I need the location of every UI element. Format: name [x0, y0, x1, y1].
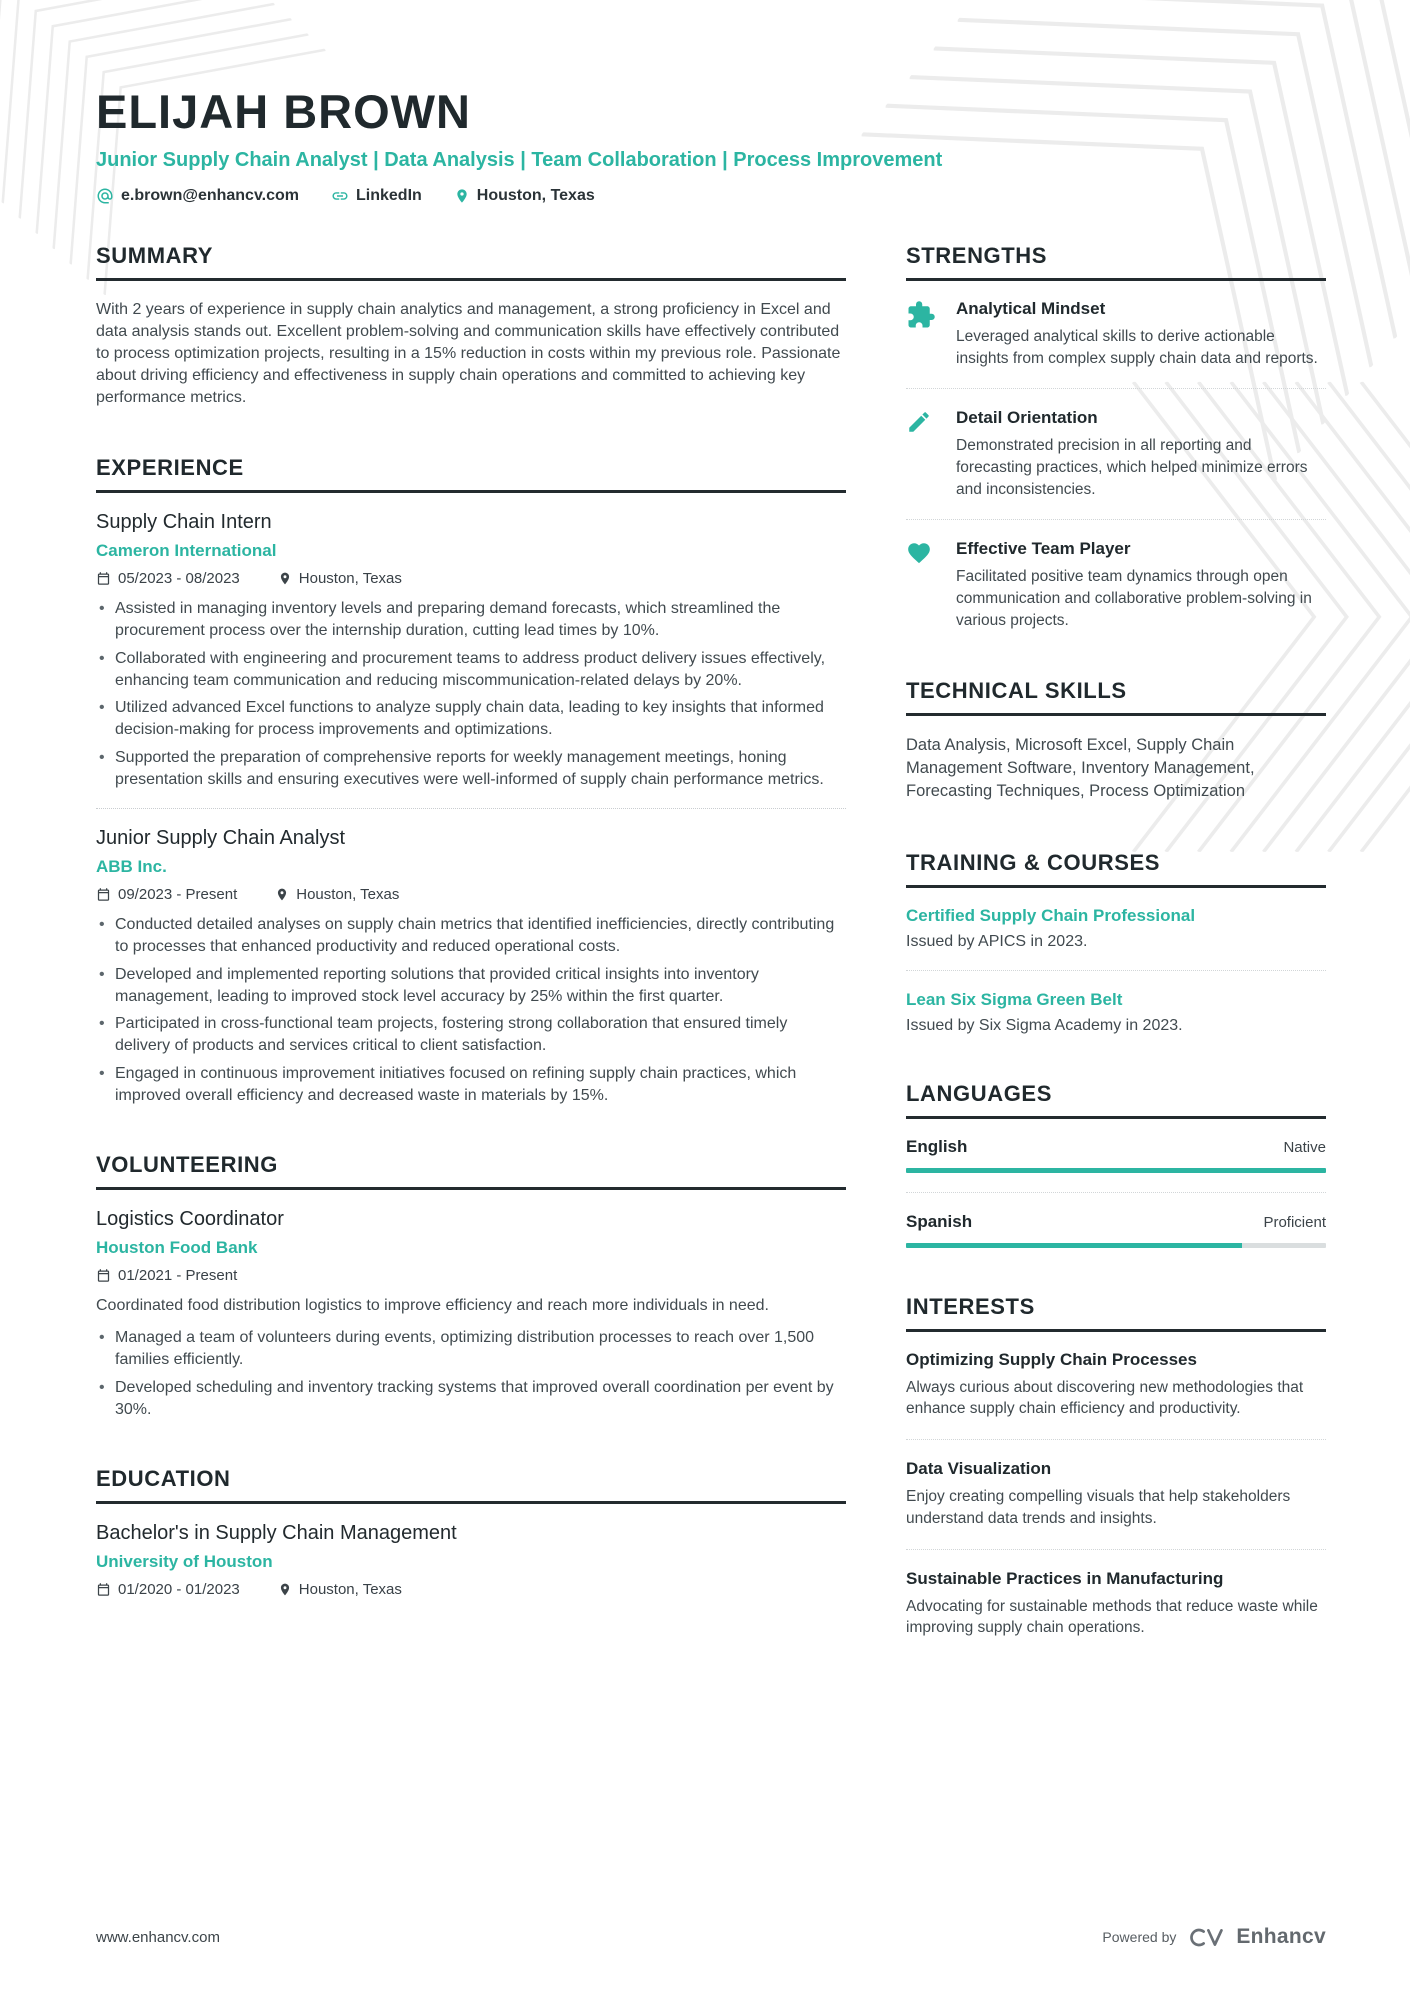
volunteer-bullets [96, 1327, 846, 1420]
location-pin-icon [278, 571, 292, 586]
footer [96, 1925, 1326, 1949]
education-section [96, 1466, 846, 1598]
link-icon [331, 187, 349, 205]
course-item [906, 906, 1326, 951]
candidate-name: ELIJAH BROWN [96, 85, 471, 138]
left-column [96, 243, 846, 1685]
job-role: Supply Chain Intern [96, 511, 272, 534]
strength-item [906, 539, 1326, 631]
strength-item [906, 299, 1326, 369]
interest-title: Optimizing Supply Chain Processes [906, 1349, 1197, 1369]
course-title: Certified Supply Chain Professional [906, 905, 1196, 925]
job-meta [96, 570, 846, 587]
experience-section [96, 455, 846, 1106]
languages-heading: LANGUAGES [906, 1081, 1326, 1119]
strengths-section [906, 243, 1326, 632]
contact-row [96, 187, 1326, 205]
interests-section [906, 1294, 1326, 1639]
language-level: Native [1283, 1138, 1326, 1156]
powered-by-label: Powered by [1102, 1929, 1177, 1945]
strength-title: Analytical Mindset [956, 299, 1106, 318]
bullet-item: • Conducted detailed analyses on supply chain metrics that identified inefficiencies, directly contributing to processes that enhanced productivity and reduced operational costs. [96, 914, 846, 958]
job-location: Houston, Texas [275, 886, 399, 903]
summary-section [96, 243, 846, 409]
divider [906, 388, 1326, 389]
interest-text: Always curious about discovering new methodologies that enhance supply chain efficiency and productivity. [906, 1378, 1304, 1418]
language-item [906, 1137, 1326, 1173]
technical-skills-heading: TECHNICAL SKILLS [906, 678, 1326, 716]
strength-text: Leveraged analytical skills to derive actionable insights from complex supply chain data and reports. [956, 328, 1318, 367]
experience-heading: EXPERIENCE [96, 455, 846, 493]
school: University of Houston [96, 1552, 273, 1572]
divider [96, 808, 846, 809]
strength-title: Effective Team Player [956, 539, 1131, 559]
powered-by [1102, 1925, 1326, 1949]
education-dates: 01/2020 - 01/2023 [96, 1581, 240, 1598]
education-heading: EDUCATION [96, 1466, 846, 1504]
summary-heading: SUMMARY [96, 243, 846, 281]
location-text: Houston, Texas [476, 187, 595, 204]
course-text: Issued by Six Sigma Academy in 2023. [906, 1016, 1183, 1034]
language-name: English [906, 1136, 968, 1156]
linkedin-text: LinkedIn [356, 187, 422, 204]
job-role: Junior Supply Chain Analyst [96, 827, 346, 850]
summary-text: With 2 years of experience in supply chain analytics and management, a strong proficiency in Excel and data analysis stands out. Excellent problem-solving and communication skills have effectively contributed to process optimization projects, resulting in a 15% reduction in costs within my previous role. Passionate about driving efficiency and effectiveness in supply chain operations and committed to achieving key performance metrics. [96, 301, 841, 407]
experience-entry [96, 511, 846, 790]
interest-item [906, 1350, 1326, 1420]
volunteer-meta [96, 1267, 846, 1284]
volunteer-description: Coordinated food distribution logistics to improve efficiency and reach more individuals in need. [96, 1297, 769, 1315]
languages-section [906, 1081, 1326, 1248]
language-bar [906, 1168, 1326, 1173]
pencil-icon [906, 409, 932, 435]
strength-text: Demonstrated precision in all reporting and forecasting practices, which helped minimize errors and inconsistencies. [956, 437, 1308, 498]
job-meta [96, 886, 846, 903]
location-pin-icon [275, 887, 289, 902]
email-link[interactable] [96, 187, 299, 205]
divider [906, 970, 1326, 971]
volunteer-dates: 01/2021 - Present [96, 1267, 237, 1284]
volunteering-heading: VOLUNTEERING [96, 1152, 846, 1190]
technical-skills-section [906, 678, 1326, 804]
calendar-icon [96, 571, 111, 586]
bullet-item: • Assisted in managing inventory levels and preparing demand forecasts, which streamlined the procurement process over the internship duration, cutting lead times by 10%. [96, 598, 846, 642]
divider [906, 1549, 1326, 1550]
strength-item [906, 408, 1326, 500]
bullet-item: • Supported the preparation of comprehensive reports for weekly management meetings, honing presentation skills and ensuring executives were well-informed of supply chain performance metrics. [96, 747, 846, 791]
calendar-icon [96, 1582, 111, 1597]
training-section [906, 850, 1326, 1035]
bullet-item: • Participated in cross-functional team projects, fostering strong collaboration that ensured timely delivery of products and services critical to client satisfaction. [96, 1013, 846, 1057]
enhancv-wordmark: Enhancv [1236, 1925, 1326, 1948]
job-dates: 09/2023 - Present [96, 886, 237, 903]
bullet-item: • Developed scheduling and inventory tracking systems that improved overall coordination per event by 30%. [96, 1377, 846, 1421]
job-bullets [96, 598, 846, 790]
location-pin-icon [454, 187, 470, 205]
puzzle-icon [906, 300, 936, 330]
interest-text: Advocating for sustainable methods that reduce waste while improving supply chain operations. [906, 1597, 1318, 1637]
interest-title: Data Visualization [906, 1459, 1052, 1479]
volunteering-section [96, 1152, 846, 1420]
course-item [906, 990, 1326, 1035]
interest-item [906, 1569, 1326, 1639]
candidate-title: Junior Supply Chain Analyst | Data Analysis | Team Collaboration | Process Improvement [96, 149, 943, 171]
bullet-item: • Utilized advanced Excel functions to analyze supply chain data, leading to key insights that informed decision-making for process improvements and optimizations. [96, 697, 846, 741]
divider [906, 1192, 1326, 1193]
training-heading: TRAINING & COURSES [906, 850, 1326, 888]
divider [906, 519, 1326, 520]
job-company: Cameron International [96, 541, 277, 561]
interest-title: Sustainable Practices in Manufacturing [906, 1568, 1224, 1588]
bullet-item: • Developed and implemented reporting solutions that provided critical insights into inventory management, leading to improved stock level accuracy by 25% within the first quarter. [96, 964, 846, 1008]
calendar-icon [96, 1268, 111, 1283]
website-link[interactable]: www.enhancv.com [96, 1928, 220, 1946]
location-item [454, 187, 595, 205]
volunteer-role: Logistics Coordinator [96, 1208, 284, 1231]
degree: Bachelor's in Supply Chain Management [96, 1522, 457, 1545]
course-title: Lean Six Sigma Green Belt [906, 989, 1123, 1009]
email-text: e.brown@enhancv.com [121, 187, 300, 204]
language-name: Spanish [906, 1211, 973, 1231]
volunteer-organization: Houston Food Bank [96, 1238, 258, 1258]
strengths-heading: STRENGTHS [906, 243, 1326, 281]
language-bar [906, 1243, 1326, 1248]
divider [906, 1439, 1326, 1440]
linkedin-link[interactable] [331, 187, 422, 205]
strength-text: Facilitated positive team dynamics through open communication and collaborative problem-solving in various projects. [956, 568, 1312, 629]
bullet-item: • Managed a team of volunteers during events, optimizing distribution processes to reach over 1,500 families efficiently. [96, 1327, 846, 1371]
interests-heading: INTERESTS [906, 1294, 1326, 1332]
bullet-item: • Engaged in continuous improvement initiatives focused on refining supply chain practices, which improved overall efficiency and decreased waste in materials by 15%. [96, 1063, 846, 1107]
technical-skills-text: Data Analysis, Microsoft Excel, Supply Chain Management Software, Inventory Management, Forecasting Techniques, Process Optimization [906, 735, 1255, 801]
location-pin-icon [278, 1582, 292, 1597]
experience-entry [96, 827, 846, 1106]
course-text: Issued by APICS in 2023. [906, 932, 1088, 950]
enhancv-logo-icon [1187, 1926, 1225, 1949]
header [96, 84, 1326, 205]
job-company: ABB Inc. [96, 857, 167, 877]
language-level: Proficient [1263, 1213, 1326, 1231]
job-location: Houston, Texas [278, 570, 402, 587]
interest-item [906, 1459, 1326, 1529]
job-bullets [96, 914, 846, 1106]
education-location: Houston, Texas [278, 1581, 402, 1598]
job-dates: 05/2023 - 08/2023 [96, 570, 240, 587]
calendar-icon [96, 887, 111, 902]
language-item [906, 1212, 1326, 1248]
right-column [906, 243, 1326, 1685]
at-icon [96, 187, 114, 205]
education-meta [96, 1581, 846, 1598]
strength-title: Detail Orientation [956, 408, 1098, 428]
heart-icon [906, 540, 932, 566]
interest-text: Enjoy creating compelling visuals that help stakeholders understand data trends and insights. [906, 1488, 1291, 1527]
bullet-item: • Collaborated with engineering and procurement teams to address product delivery issues effectively, enhancing team communication and reducing miscommunication-related delays by 20%. [96, 648, 846, 692]
